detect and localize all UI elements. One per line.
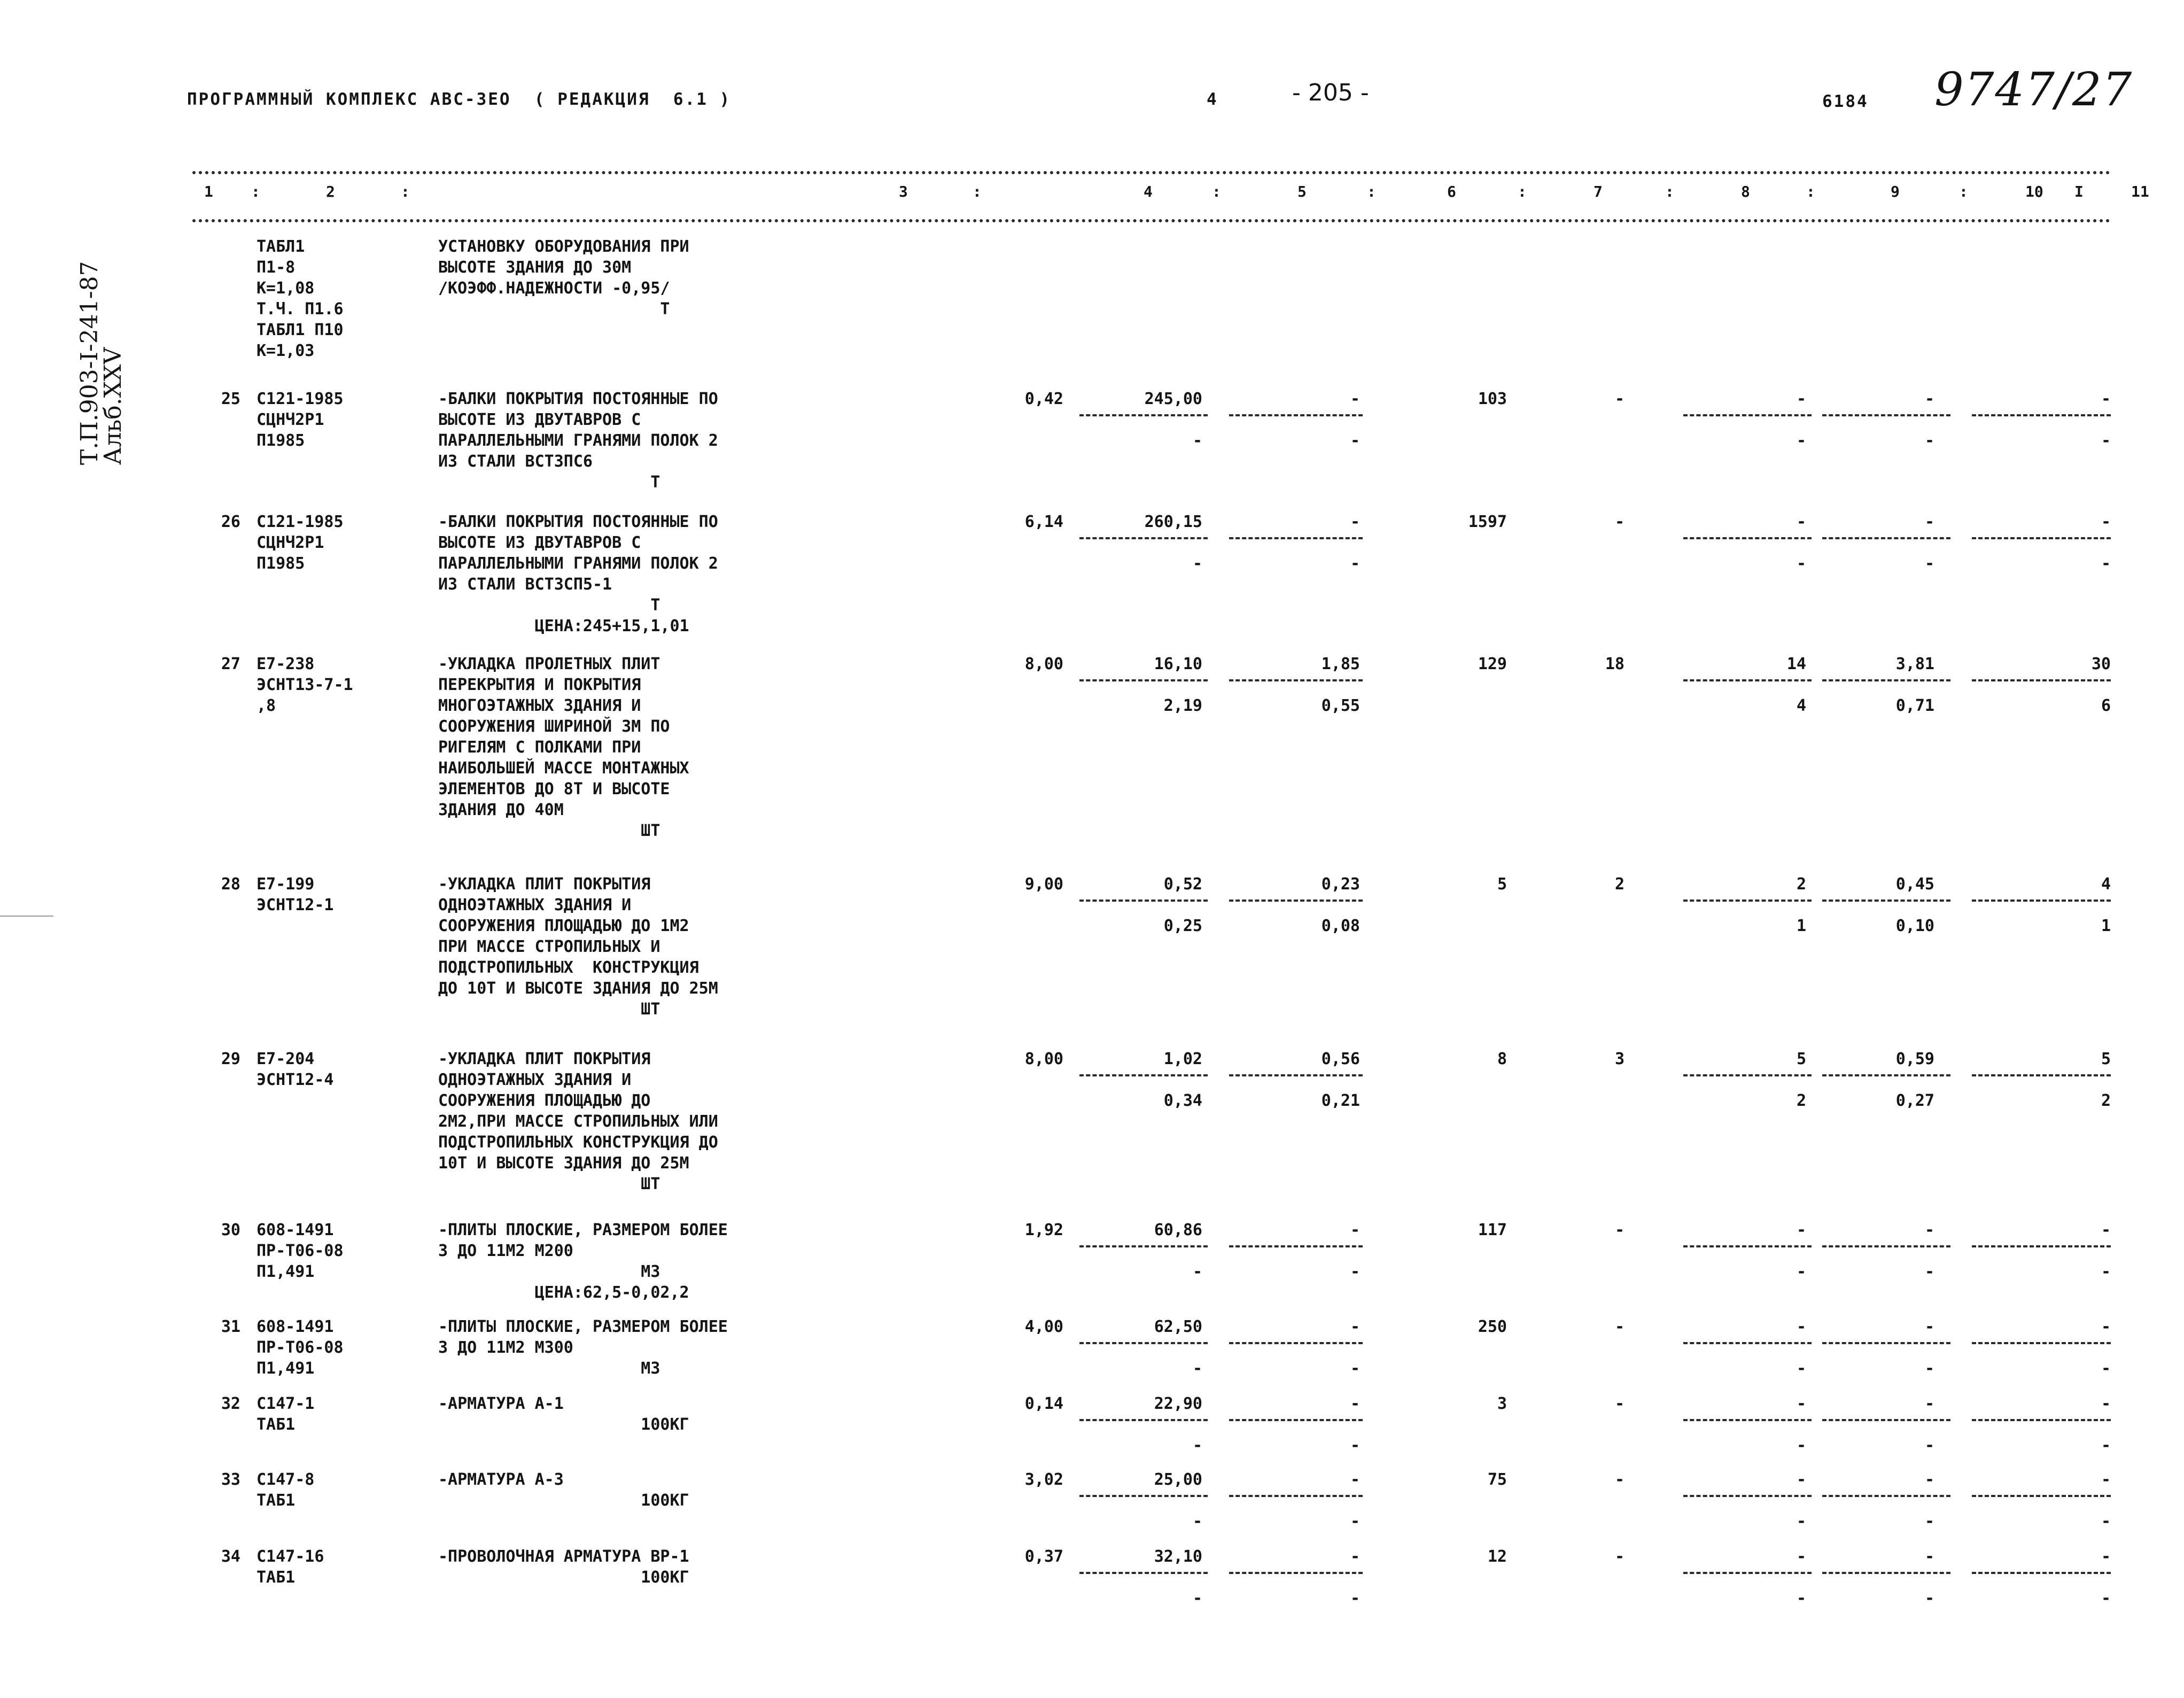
cell-labor-machinists: - (1924, 1589, 1934, 1608)
cell-wages: 2 (1614, 875, 1625, 894)
labor-total-divider (1972, 1572, 2111, 1574)
labor-divider (1822, 1245, 1950, 1247)
cell-wages: - (1614, 1221, 1625, 1239)
cell-labor-total: - (2101, 1470, 2111, 1489)
cell-machine-wage: - (1350, 1359, 1360, 1378)
continuation-code: ТАБЛ1 П1-8 К=1,08 Т.Ч. П1.6 ТАБЛ1 П10 К=1,03 (257, 237, 344, 360)
cell-labor-total: 4 (2101, 875, 2111, 894)
cell-unit-price-wage: - (1192, 1512, 1202, 1531)
labor-divider (1822, 414, 1950, 416)
side-stamp (78, 166, 125, 465)
cell-machine-cost: - (1350, 390, 1360, 408)
labor-divider (1822, 900, 1950, 902)
side-stamp-line-2: Альб.XXV (99, 347, 127, 465)
labor-total-divider (1972, 1419, 2111, 1421)
row-description: -АРМАТУРА А-3 100КГ (438, 1470, 689, 1510)
cell-quantity: 8,00 (1024, 655, 1063, 673)
cell-unit-price: 22,90 (1154, 1394, 1202, 1413)
cell-machine-wage: 0,08 (1321, 917, 1360, 935)
machine-divider (1229, 1419, 1363, 1421)
cell-labor-machinists: 0,27 (1895, 1091, 1934, 1110)
cell-labor-total-machinists: - (2101, 431, 2111, 450)
labor-divider (1822, 1495, 1950, 1497)
continuation-description: УСТАНОВКУ ОБОРУДОВАНИЯ ПРИ ВЫСОТЕ ЗДАНИЯ ДО 30М /КОЭФФ.НАДЕЖНОСТИ -0,95/ Т (438, 237, 689, 319)
machine-divider (1229, 414, 1363, 416)
cell-machine-cost: 0,23 (1321, 875, 1360, 894)
cell-unit-price: 16,10 (1154, 655, 1202, 673)
cell-operation: 14 (1786, 655, 1806, 673)
cell-labor-machinists: - (1924, 431, 1934, 450)
labor-total-divider (1972, 1245, 2111, 1247)
column-header: 8 (1741, 183, 1750, 200)
cell-machine-cost: - (1350, 1470, 1360, 1489)
cell-machine-cost: - (1350, 513, 1360, 531)
cell-labor-machinists: 0,10 (1895, 917, 1934, 935)
row-code: С121-1985 СЦНЧ2Р1 П1985 (257, 390, 344, 450)
cell-labor: - (1924, 513, 1934, 531)
cell-unit-price-wage: 0,25 (1163, 917, 1202, 935)
cell-machine-wage: 0,55 (1321, 696, 1360, 715)
cell-labor-total: - (2101, 390, 2111, 408)
cell-operation: - (1796, 1547, 1806, 1566)
handwritten-document-number: 9747/27 (1934, 63, 2133, 117)
labor-total-divider (1972, 1074, 2111, 1076)
cost-divider (1079, 1074, 1208, 1076)
cell-total-cost: 3 (1497, 1394, 1507, 1413)
cell-operation-wage: - (1796, 1262, 1806, 1281)
cost-divider (1079, 679, 1208, 681)
cell-unit-price: 32,10 (1154, 1547, 1202, 1566)
operation-divider (1683, 1342, 1812, 1344)
cell-labor-total: 5 (2101, 1050, 2111, 1068)
cell-machine-cost: - (1350, 1547, 1360, 1566)
cell-operation-wage: - (1796, 554, 1806, 573)
column-header: I (2074, 183, 2084, 200)
cell-quantity: 0,37 (1024, 1547, 1063, 1566)
labor-total-divider (1972, 1495, 2111, 1497)
cell-labor-machinists: - (1924, 1262, 1934, 1281)
cell-wages: - (1614, 1317, 1625, 1336)
column-header: : (1806, 183, 1815, 200)
machine-divider (1229, 679, 1363, 681)
column-header: : (1959, 183, 1968, 200)
machine-divider (1229, 537, 1363, 539)
cell-labor-total: - (2101, 513, 2111, 531)
cell-labor-machinists: - (1924, 1512, 1934, 1531)
machine-divider (1229, 1572, 1363, 1574)
cell-total-cost: 129 (1478, 655, 1507, 673)
cell-quantity: 9,00 (1024, 875, 1063, 894)
cell-unit-price: 62,50 (1154, 1317, 1202, 1336)
stray-mark (0, 916, 53, 917)
column-header: 5 (1297, 183, 1307, 200)
cell-operation: - (1796, 1470, 1806, 1489)
cell-labor: - (1924, 1547, 1934, 1566)
labor-divider (1822, 1074, 1950, 1076)
cell-operation: 5 (1796, 1050, 1806, 1068)
cell-labor-total-machinists: - (2101, 1589, 2111, 1608)
cell-operation-wage: - (1796, 431, 1806, 450)
cell-machine-wage: 0,21 (1321, 1091, 1360, 1110)
labor-total-divider (1972, 414, 2111, 416)
cell-labor-machinists: - (1924, 1359, 1934, 1378)
cell-unit-price-wage: 0,34 (1163, 1091, 1202, 1110)
machine-divider (1229, 1074, 1363, 1076)
column-header: : (1665, 183, 1674, 200)
table-header-rule (192, 219, 2111, 222)
column-header: : (401, 183, 410, 200)
column-header: 2 (326, 183, 335, 200)
cell-labor-total: - (2101, 1317, 2111, 1336)
row-description: -УКЛАДКА ПЛИТ ПОКРЫТИЯ ОДНОЭТАЖНЫХ ЗДАНИЯ И СООРУЖЕНИЯ ПЛОЩАДЬЮ ДО 1М2 ПРИ МАССЕ СТРОПИЛЬНЫХ И ПОДСТРОПИЛЬНЫХ КОНСТРУКЦИЯ ДО 10Т И ВЫСОТЕ ЗДАНИЯ ДО 25М ШТ (438, 875, 718, 1019)
cell-machine-wage: - (1350, 554, 1360, 573)
operation-divider (1683, 900, 1812, 902)
operation-divider (1683, 1245, 1812, 1247)
cell-labor: 3,81 (1895, 655, 1934, 673)
cell-quantity: 0,42 (1024, 390, 1063, 408)
cost-divider (1079, 1245, 1208, 1247)
column-header: : (1212, 183, 1221, 200)
table-top-rule (192, 171, 2111, 174)
row-code: 608-1491 ПР-Т06-08 П1,491 (257, 1317, 344, 1378)
cell-machine-wage: - (1350, 431, 1360, 450)
row-description: -УКЛАДКА ПРОЛЕТНЫХ ПЛИТ ПЕРЕКРЫТИЯ И ПОКРЫТИЯ МНОГОЭТАЖНЫХ ЗДАНИЯ И СООРУЖЕНИЯ ШИРИНОЙ 3М ПО РИГЕЛЯМ С ПОЛКАМИ ПРИ НАИБОЛЬШЕЙ МАССЕ МОНТАЖНЫХ ЭЛЕМЕНТОВ ДО 8Т И ВЫСОТЕ ЗДАНИЯ ДО 40М ШТ (438, 655, 689, 840)
cell-labor-total-machinists: 1 (2101, 917, 2111, 935)
cell-unit-price: 245,00 (1144, 390, 1202, 408)
cell-labor: - (1924, 1470, 1934, 1489)
cell-wages: - (1614, 1394, 1625, 1413)
operation-divider (1683, 1074, 1812, 1076)
cell-labor-total-machinists: - (2101, 1262, 2111, 1281)
column-header: 11 (2131, 183, 2149, 200)
program-code: 6184 (1822, 92, 1869, 111)
row-number: 33 (221, 1470, 240, 1489)
section-number: 4 (1207, 90, 1218, 109)
machine-divider (1229, 1495, 1363, 1497)
cell-labor-total-machinists: - (2101, 1359, 2111, 1378)
cell-operation-wage: - (1796, 1359, 1806, 1378)
cell-total-cost: 75 (1487, 1470, 1507, 1489)
cell-total-cost: 1597 (1468, 513, 1507, 531)
cell-operation: 2 (1796, 875, 1806, 894)
cell-labor: 0,59 (1895, 1050, 1934, 1068)
labor-total-divider (1972, 537, 2111, 539)
cell-quantity: 6,14 (1024, 513, 1063, 531)
cell-machine-cost: 1,85 (1321, 655, 1360, 673)
cell-unit-price-wage: - (1192, 1589, 1202, 1608)
row-code: С147-8 ТАБ1 (257, 1470, 315, 1510)
cost-divider (1079, 1495, 1208, 1497)
cell-unit-price-wage: - (1192, 431, 1202, 450)
row-code: Е7-199 ЭСНТ12-1 (257, 875, 334, 914)
cell-quantity: 1,92 (1024, 1221, 1063, 1239)
cell-wages: - (1614, 1547, 1625, 1566)
row-description: -УКЛАДКА ПЛИТ ПОКРЫТИЯ ОДНОЭТАЖНЫХ ЗДАНИЯ И СООРУЖЕНИЯ ПЛОЩАДЬЮ ДО 2М2,ПРИ МАССЕ СТРОПИЛЬНЫХ ИЛИ ПОДСТРОПИЛЬНЫХ КОНСТРУКЦИЯ ДО 10Т И ВЫСОТЕ ЗДАНИЯ ДО 25М ШТ (438, 1050, 718, 1193)
cell-total-cost: 12 (1487, 1547, 1507, 1566)
row-description: -ПРОВОЛОЧНАЯ АРМАТУРА ВР-1 100КГ (438, 1547, 689, 1587)
cell-machine-cost: - (1350, 1221, 1360, 1239)
cell-total-cost: 5 (1497, 875, 1507, 894)
row-description: -ПЛИТЫ ПЛОСКИЕ, РАЗМЕРОМ БОЛЕЕ 3 ДО 11М2 М200 М3 ЦЕНА:62,5-0,02,2 (438, 1221, 728, 1302)
cell-machine-cost: 0,56 (1321, 1050, 1360, 1068)
cell-operation-wage: 2 (1796, 1091, 1806, 1110)
row-code: Е7-238 ЭСНТ13-7-1 ,8 (257, 655, 353, 715)
cell-labor-total-machinists: - (2101, 554, 2111, 573)
cost-divider (1079, 900, 1208, 902)
cell-labor-total-machinists: 6 (2101, 696, 2111, 715)
row-code: Е7-204 ЭСНТ12-4 (257, 1050, 334, 1089)
column-header: 6 (1447, 183, 1456, 200)
cell-wages: - (1614, 513, 1625, 531)
cell-unit-price-wage: 2,19 (1163, 696, 1202, 715)
cell-labor: - (1924, 1317, 1934, 1336)
cell-labor: - (1924, 1221, 1934, 1239)
labor-total-divider (1972, 679, 2111, 681)
cell-labor-total: - (2101, 1547, 2111, 1566)
cell-labor-total-machinists: - (2101, 1436, 2111, 1455)
cell-operation: - (1796, 390, 1806, 408)
cell-operation-wage: - (1796, 1436, 1806, 1455)
cell-wages: 3 (1614, 1050, 1625, 1068)
labor-total-divider (1972, 900, 2111, 902)
column-header: 1 (204, 183, 213, 200)
cell-labor-total-machinists: - (2101, 1512, 2111, 1531)
cell-machine-wage: - (1350, 1262, 1360, 1281)
row-number: 30 (221, 1221, 240, 1239)
cell-wages: - (1614, 1470, 1625, 1489)
cell-unit-price-wage: - (1192, 554, 1202, 573)
column-header: 10 (2025, 183, 2043, 200)
cell-quantity: 4,00 (1024, 1317, 1063, 1336)
cell-operation: - (1796, 1317, 1806, 1336)
cell-machine-wage: - (1350, 1512, 1360, 1531)
cell-unit-price-wage: - (1192, 1262, 1202, 1281)
machine-divider (1229, 900, 1363, 902)
row-number: 26 (221, 513, 240, 531)
operation-divider (1683, 679, 1812, 681)
cell-operation: - (1796, 513, 1806, 531)
labor-divider (1822, 1419, 1950, 1421)
machine-divider (1229, 1342, 1363, 1344)
cell-labor-machinists: - (1924, 554, 1934, 573)
cell-quantity: 3,02 (1024, 1470, 1063, 1489)
operation-divider (1683, 414, 1812, 416)
cell-machine-wage: - (1350, 1589, 1360, 1608)
labor-total-divider (1972, 1342, 2111, 1344)
cell-machine-wage: - (1350, 1436, 1360, 1455)
cell-labor-machinists: 0,71 (1895, 696, 1934, 715)
column-header: : (973, 183, 982, 200)
program-title: ПРОГРАММНЫЙ КОМПЛЕКС АВС-ЗЕО ( РЕДАКЦИЯ 6.1 ) (187, 90, 732, 109)
column-header: : (1367, 183, 1376, 200)
labor-divider (1822, 1572, 1950, 1574)
row-description: -БАЛКИ ПОКРЫТИЯ ПОСТОЯННЫЕ ПО ВЫСОТЕ ИЗ ДВУТАВРОВ С ПАРАЛЛЕЛЬНЫМИ ГРАНЯМИ ПОЛОК 2 ИЗ СТАЛИ ВСТ3ПС6 Т (438, 390, 718, 492)
cell-labor: - (1924, 1394, 1934, 1413)
cell-labor: - (1924, 390, 1934, 408)
cell-unit-price: 260,15 (1144, 513, 1202, 531)
column-header: 9 (1891, 183, 1900, 200)
cell-labor: 0,45 (1895, 875, 1934, 894)
row-number: 29 (221, 1050, 240, 1068)
cell-unit-price: 0,52 (1163, 875, 1202, 894)
row-number: 32 (221, 1394, 240, 1413)
row-number: 31 (221, 1317, 240, 1336)
column-header: 3 (899, 183, 908, 200)
cell-unit-price: 60,86 (1154, 1221, 1202, 1239)
row-number: 27 (221, 655, 240, 673)
cell-total-cost: 250 (1478, 1317, 1507, 1336)
row-code: С147-16 ТАБ1 (257, 1547, 324, 1587)
cell-labor-total: - (2101, 1394, 2111, 1413)
row-description: -ПЛИТЫ ПЛОСКИЕ, РАЗМЕРОМ БОЛЕЕ 3 ДО 11М2 М300 М3 (438, 1317, 728, 1378)
cell-unit-price-wage: - (1192, 1436, 1202, 1455)
cell-machine-cost: - (1350, 1394, 1360, 1413)
cell-operation: - (1796, 1394, 1806, 1413)
labor-divider (1822, 679, 1950, 681)
cell-operation-wage: 1 (1796, 917, 1806, 935)
column-header: 7 (1594, 183, 1603, 200)
cell-total-cost: 8 (1497, 1050, 1507, 1068)
row-code: 608-1491 ПР-Т06-08 П1,491 (257, 1221, 344, 1281)
column-header: 4 (1144, 183, 1153, 200)
row-code: С121-1985 СЦНЧ2Р1 П1985 (257, 513, 344, 573)
cell-labor-total: 30 (2091, 655, 2111, 673)
cell-labor-machinists: - (1924, 1436, 1934, 1455)
page-number: - 205 - (1292, 79, 1369, 106)
column-header: : (251, 183, 260, 200)
cell-operation-wage: 4 (1796, 696, 1806, 715)
cell-wages: - (1614, 390, 1625, 408)
row-code: С147-1 ТАБ1 (257, 1394, 315, 1434)
row-number: 28 (221, 875, 240, 894)
cell-quantity: 8,00 (1024, 1050, 1063, 1068)
cost-divider (1079, 537, 1208, 539)
side-stamp-line-1: Т.П.903-I-241-87 (76, 261, 103, 465)
operation-divider (1683, 1419, 1812, 1421)
row-description: -БАЛКИ ПОКРЫТИЯ ПОСТОЯННЫЕ ПО ВЫСОТЕ ИЗ ДВУТАВРОВ С ПАРАЛЛЕЛЬНЫМИ ГРАНЯМИ ПОЛОК 2 ИЗ СТАЛИ ВСТ3СП5-1 Т ЦЕНА:245+15,1,01 (438, 513, 718, 635)
cell-total-cost: 117 (1478, 1221, 1507, 1239)
cell-unit-price: 1,02 (1163, 1050, 1202, 1068)
cell-operation-wage: - (1796, 1512, 1806, 1531)
row-number: 25 (221, 390, 240, 408)
operation-divider (1683, 1495, 1812, 1497)
cost-divider (1079, 1419, 1208, 1421)
cell-labor-total: - (2101, 1221, 2111, 1239)
cost-divider (1079, 1572, 1208, 1574)
cell-operation: - (1796, 1221, 1806, 1239)
cell-operation-wage: - (1796, 1589, 1806, 1608)
cost-divider (1079, 414, 1208, 416)
cell-unit-price-wage: - (1192, 1359, 1202, 1378)
cost-divider (1079, 1342, 1208, 1344)
machine-divider (1229, 1245, 1363, 1247)
column-header: : (1518, 183, 1527, 200)
cell-unit-price: 25,00 (1154, 1470, 1202, 1489)
row-description: -АРМАТУРА А-1 100КГ (438, 1394, 689, 1434)
cell-quantity: 0,14 (1024, 1394, 1063, 1413)
labor-divider (1822, 1342, 1950, 1344)
operation-divider (1683, 1572, 1812, 1574)
cell-total-cost: 103 (1478, 390, 1507, 408)
cell-machine-cost: - (1350, 1317, 1360, 1336)
row-number: 34 (221, 1547, 240, 1566)
cell-labor-total-machinists: 2 (2101, 1091, 2111, 1110)
operation-divider (1683, 537, 1812, 539)
labor-divider (1822, 537, 1950, 539)
cell-wages: 18 (1605, 655, 1625, 673)
